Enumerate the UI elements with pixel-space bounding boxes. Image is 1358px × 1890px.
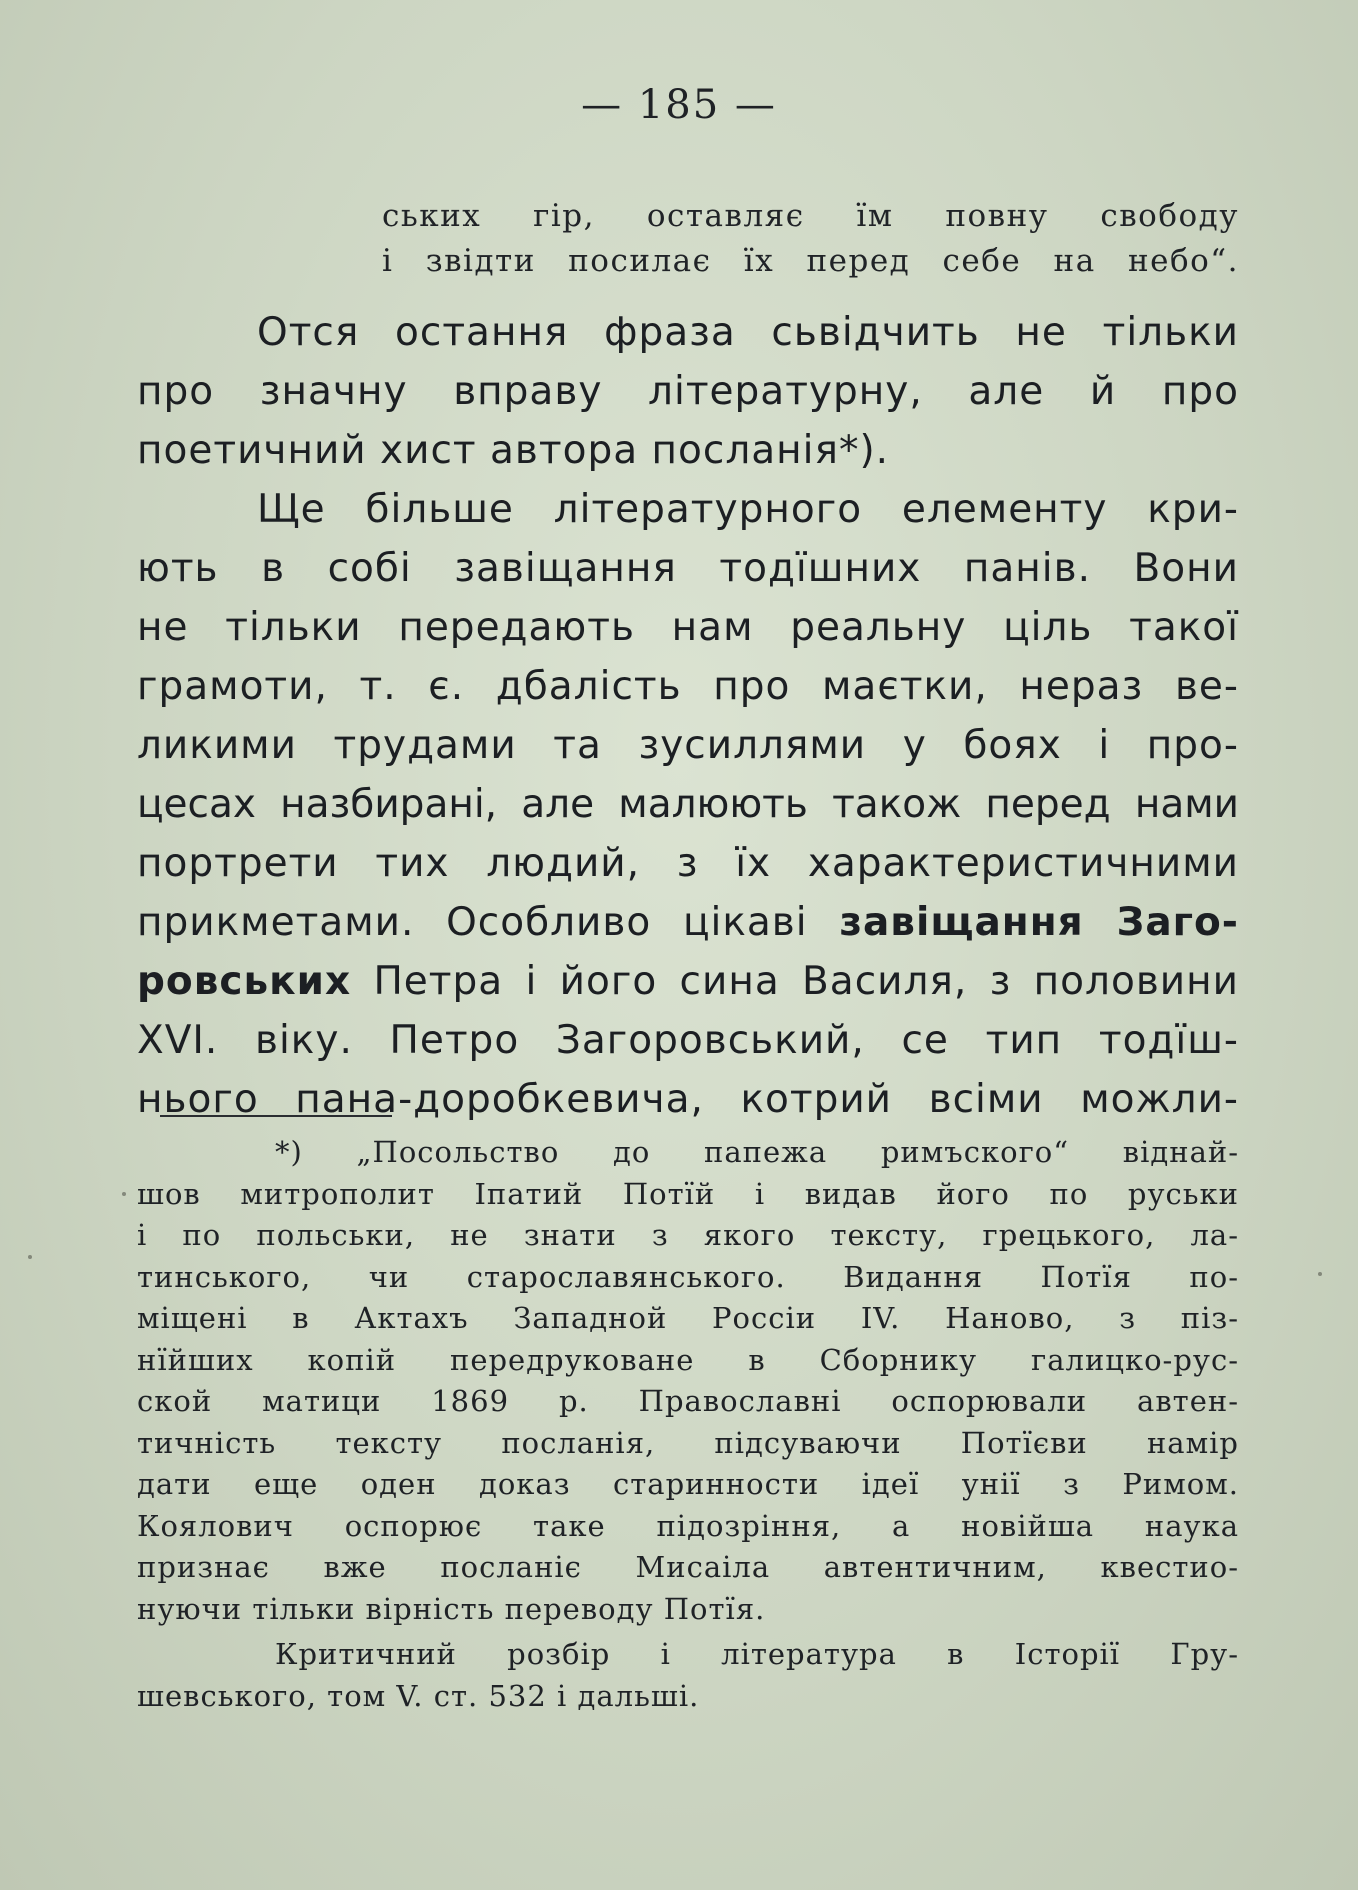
paragraph-line: портрети тих людий, з їх характеристичними [137, 841, 1239, 886]
main-text [137, 303, 1239, 1129]
paragraph-line: ликими трудами та зусиллями у боях і про- [137, 723, 1239, 768]
footnote-line: Коялович оспорює таке підозріння, а новійша наука [137, 1508, 1239, 1543]
text-run: Петра і його сина Василя, з половини [351, 959, 1239, 1004]
paper-speck [122, 1192, 126, 1196]
quote-line: ських гір, оставляє їм повну свободу [382, 198, 1239, 234]
footnote-line: тинського, чи старославянського. Видання Потїя по- [137, 1259, 1239, 1294]
text-run: прикметами. Особливо цікаві [137, 900, 840, 945]
paper-speck [28, 1255, 32, 1259]
paragraph-line: грамоти, т. є. дбалість про маєтки, нераз ве- [137, 664, 1239, 709]
paragraph-line: поетичний хист автора посланія*). [137, 428, 890, 473]
footnote [137, 1132, 1239, 1717]
footnote-line: нїйших копій передруковане в Сборнику галицко-рус- [137, 1342, 1239, 1377]
paragraph-line [137, 893, 1239, 952]
bold-title-run: завіщання Заго- [839, 900, 1239, 945]
quote-continuation [382, 194, 1239, 284]
footnote-line: Критичний розбір і література в Історії Гру- [275, 1637, 1239, 1671]
footnote-line: шов митрополит Іпатий Потїй і видав його по руськи [137, 1176, 1239, 1211]
paragraph-line [137, 952, 1239, 1011]
paragraph-line: цесах назбирані, але малюють також перед нами [137, 782, 1239, 827]
paper-speck [1318, 1272, 1322, 1276]
quote-line: і звідти посилає їх перед себе на небо“. [382, 243, 1239, 279]
footnote-line: признає вже посланіє Мисаіла автентичним, квестио- [137, 1550, 1239, 1584]
footnote-line: ской матици 1869 р. Православні оспорювали автен- [137, 1384, 1239, 1418]
footnote-divider [160, 1115, 392, 1117]
footnote-line: і по польськи, не знати з якого тексту, грецького, ла- [137, 1218, 1239, 1252]
paragraph-line: нього пана-доробкевича, котрий всіми можли- [137, 1077, 1239, 1122]
footnote-line: міщені в Актахъ Западной Россіи IV. Наново, з піз- [137, 1301, 1239, 1335]
footnote-line: дати еще оден доказ старинности ідеї унії з Римом. [137, 1467, 1239, 1501]
footnote-line: нуючи тільки вірність переводу Потїя. [137, 1591, 766, 1626]
paragraph-line: ють в собі завіщання тодїшних панів. Вони [137, 546, 1239, 591]
paragraph-line: XVI. віку. Петро Загоровський, се тип тодїш- [137, 1018, 1239, 1063]
paragraph-line: Ще більше літературного елементу кри- [257, 487, 1239, 532]
paragraph-line: про значну вправу літературну, але й про [137, 369, 1239, 414]
paragraph-line: Отся остання фраза сьвідчить не тільки [257, 310, 1239, 355]
footnote-line: *) „Посольство до папежа римъского“ віднай- [275, 1135, 1239, 1169]
paragraph-line: не тільки передають нам реальну ціль такої [137, 605, 1239, 650]
footnote-line: тичність тексту посланія, підсуваючи Потїєви намір [137, 1425, 1239, 1460]
page-number: — 185 — [581, 82, 777, 128]
footnote-line: шевського, том V. ст. 532 і дальші. [137, 1678, 700, 1713]
bold-title-run: ровських [137, 959, 352, 1004]
